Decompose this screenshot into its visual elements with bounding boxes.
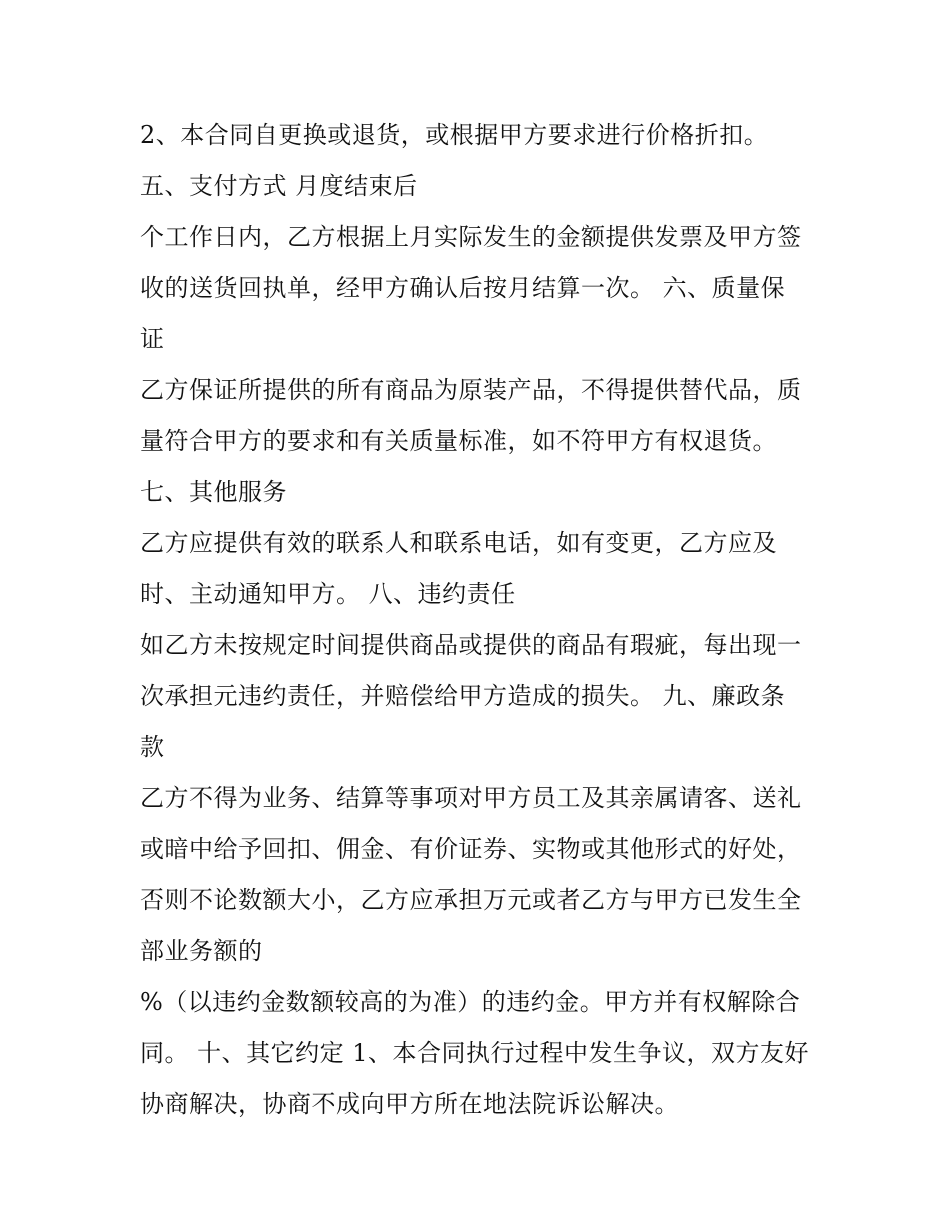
text-line: 量符合甲方的要求和有关质量标准，如不符甲方有权退货。 bbox=[140, 427, 777, 455]
text-line: 个工作日内，乙方根据上月实际发生的金额提供发票及甲方签 bbox=[140, 223, 802, 251]
text-line: 协商解决，协商不成向甲方所在地法院诉讼解决。 bbox=[140, 1090, 679, 1118]
text-line: 乙方保证所提供的所有商品为原装产品，不得提供替代品，质 bbox=[140, 376, 802, 404]
text-line: 如乙方未按规定时间提供商品或提供的商品有瑕疵，每出现一 bbox=[140, 631, 802, 659]
text-line: 同。 十、其它约定 1、本合同执行过程中发生争议，双方友好 bbox=[140, 1039, 810, 1067]
text-line: 收的送货回执单，经甲方确认后按月结算一次。 六、质量保 bbox=[140, 274, 786, 302]
text-line: 2、本合同自更换或退货，或根据甲方要求进行价格折扣。 bbox=[140, 121, 769, 149]
text-line: 乙方应提供有效的联系人和联系电话，如有变更，乙方应及 bbox=[140, 529, 777, 557]
text-line: %（以违约金数额较高的为准）的违约金。甲方并有权解除合 bbox=[140, 988, 801, 1016]
text-line: 证 bbox=[140, 325, 165, 353]
text-line: 乙方不得为业务、结算等事项对甲方员工及其亲属请客、送礼 bbox=[140, 784, 802, 812]
section-heading-payment: 五、支付方式 月度结束后 bbox=[140, 172, 418, 200]
contract-text-body bbox=[140, 110, 830, 1130]
text-line: 款 bbox=[140, 733, 165, 761]
section-heading-other-services: 七、其他服务 bbox=[140, 478, 287, 506]
text-line: 否则不论数额大小，乙方应承担万元或者乙方与甲方已发生全 bbox=[140, 886, 802, 914]
text-line: 时、主动通知甲方。 八、违约责任 bbox=[140, 580, 516, 608]
text-line: 或暗中给予回扣、佣金、有价证券、实物或其他形式的好处， bbox=[140, 835, 802, 863]
text-line: 部业务额的 bbox=[140, 937, 263, 965]
text-line: 次承担元违约责任，并赔偿给甲方造成的损失。 九、廉政条 bbox=[140, 682, 786, 710]
